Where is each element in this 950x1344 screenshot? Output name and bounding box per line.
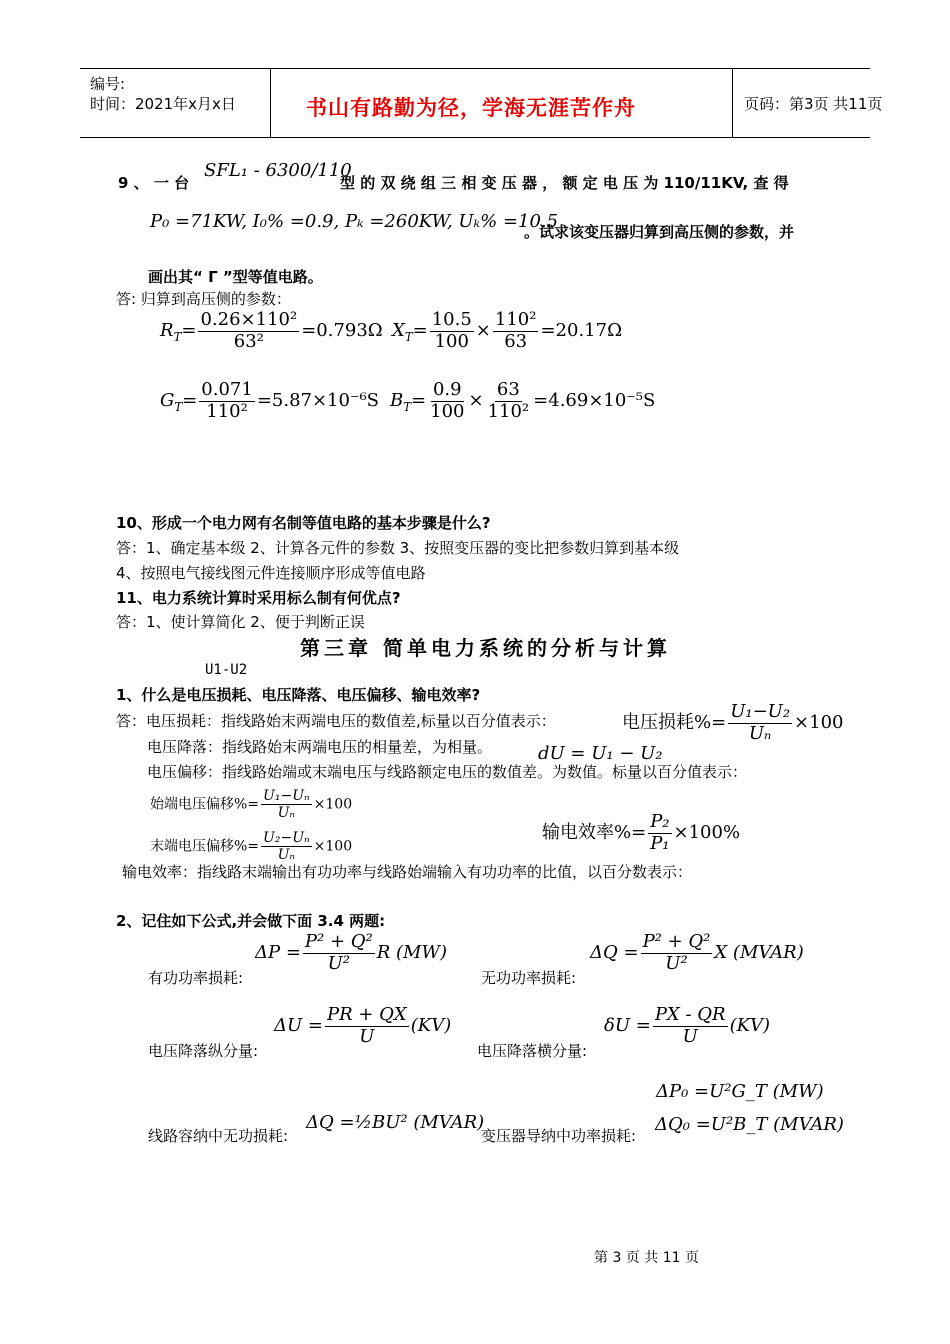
q11-question: 11、电力系统计算时采用标么制有何优点? <box>116 589 401 607</box>
ch3q1-question: 1、什么是电压损耗、电压降落、电压偏移、输电效率? <box>116 686 481 704</box>
eff-num: P₂ <box>650 811 670 832</box>
chapter-title: 第三章 简单电力系统的分析与计算 <box>300 636 671 660</box>
ch3q1-a1: 答：电压损耗：指线路始末两端电压的数值差,标量以百分值表示： <box>116 712 556 730</box>
formula-efficiency <box>542 812 740 854</box>
p-tail: R (MW) <box>376 942 448 964</box>
formula-p-loss <box>255 932 447 974</box>
formula-du <box>274 1005 451 1047</box>
dd-num: PX - QR <box>654 1004 726 1025</box>
ch3q1-a4: 输电效率：指线路末端输出有功功率与线路始端输入有功功率的比值，以百分数表示： <box>122 863 693 881</box>
loss-den: Uₙ <box>748 722 772 744</box>
xt-f1-num: 10.5 <box>431 309 472 330</box>
formula-end-offset <box>150 830 352 863</box>
bt-f2-num: 63 <box>496 379 520 400</box>
ch3q1-a3: 电压偏移：指线路始端或末端电压与线路额定电压的数值差。为数值。标量以百分值表示： <box>147 763 748 781</box>
q9-line2b: 。试求该变压器归算到高压侧的参数，并 <box>524 223 795 241</box>
eff-den: P₁ <box>650 832 670 854</box>
number-label: 编号: <box>90 75 126 93</box>
gt-num: 0.071 <box>201 379 253 400</box>
cap-label: 线路容纳中无功损耗: <box>148 1127 289 1145</box>
q9-model: SFL₁ - 6300/110 <box>204 160 352 181</box>
ch3q1-a2: 电压降落：指线路始末两端电压的相量差，为相量。 <box>147 738 493 756</box>
q10-answer2: 4、按照电气接线图元件连接顺序形成等值电路 <box>116 564 426 582</box>
q9-params: P₀ =71KW, I₀% =0.9, Pₖ =260KW, Uₖ% =10.5 <box>150 211 559 232</box>
ch3q2-question: 2、记住如下公式,并会做下面 3.4 两题: <box>116 912 386 930</box>
eff-label: 输电效率%= <box>542 822 647 844</box>
dd-lhs: δU = <box>604 1015 651 1037</box>
q-den: U² <box>665 952 688 974</box>
du-tail: (KV) <box>410 1015 452 1037</box>
time-label: 时间：2021年x月x日 <box>90 95 236 113</box>
du-label: 电压降落纵分量: <box>148 1042 259 1060</box>
du-lhs: ΔU = <box>274 1015 323 1037</box>
formula-voltage-drop: dU = U₁ − U₂ <box>538 743 663 764</box>
page-footer: 第 3 页 共 11 页 <box>594 1250 699 1266</box>
formula-xt: $X_T=$ $\frac{10.5}{100}$ × $\frac{\text{110²}}{63}$ =20.17Ω <box>392 309 623 352</box>
q10-answer1: 答：1、确定基本级 2、计算各元件的参数 3、按照变压器的变比把参数归算到基本级 <box>116 539 680 557</box>
q11-answer: 答：1、使计算简化 2、便于判断正误 <box>116 613 365 631</box>
rt-den: 63² <box>233 330 264 352</box>
loss-num: U₁−U₂ <box>730 701 791 722</box>
formula-tr: ΔQ₀ =U²B_T (MVAR) <box>655 1114 844 1135</box>
formula-p0: ΔP₀ =U²G_T (MW) <box>656 1081 824 1102</box>
formula-start-offset <box>150 788 352 821</box>
q9-line3: 画出其“ Γ ”型等值电路。 <box>148 268 323 286</box>
tr-label: 变压器导纳中功率损耗: <box>481 1127 637 1145</box>
bt-f2-den: 110² <box>487 400 530 422</box>
bt-f1-num: 0.9 <box>432 379 462 400</box>
xt-f1-den: 100 <box>434 330 469 352</box>
q9-line1b: 型 的 双 绕 组 三 相 变 压 器 ， 额 定 电 压 为 110/11KV, 查 得 <box>340 174 789 192</box>
header-left-cell <box>80 69 271 137</box>
xt-f2-num: 110² <box>494 309 537 330</box>
page-header <box>80 68 883 138</box>
start-label: 始端电压偏移%= <box>150 796 260 813</box>
motto: 书山有路勤为径，学海无涯苦作舟 <box>306 96 636 120</box>
formula-voltage-loss <box>622 702 844 744</box>
start-tail: ×100 <box>313 796 353 813</box>
p-lhs: ΔP = <box>255 942 301 964</box>
eff-tail: ×100% <box>673 822 741 844</box>
rt-num: 0.26×110² <box>200 309 298 330</box>
p-den: U² <box>327 952 351 974</box>
end-tail: ×100 <box>313 838 353 855</box>
loss-label: 电压损耗%= <box>622 712 727 734</box>
xt-result: =20.17Ω <box>540 320 623 342</box>
header-motto-cell <box>270 69 733 137</box>
formula-rt: $R_T=$ $\frac{\text{0.26×110²}}{\text{63²}}$ =0.793Ω <box>160 309 383 352</box>
dd-tail: (KV) <box>729 1015 771 1037</box>
bt-result: =4.69×10⁻⁵S <box>533 390 656 412</box>
formula-q-loss <box>590 932 804 974</box>
end-den: Uₙ <box>277 847 296 864</box>
stray-text: U1-U2 <box>205 662 248 678</box>
bt-f1-den: 100 <box>430 400 465 422</box>
end-num: U₂−Uₙ <box>263 830 310 846</box>
q-lhs: ΔQ = <box>590 942 639 964</box>
formula-cap: ΔQ =½BU² (MVAR) <box>306 1112 485 1133</box>
start-num: U₁−Uₙ <box>263 788 310 804</box>
q10-question: 10、形成一个电力网有名制等值电路的基本步骤是什么? <box>116 514 491 532</box>
loss-tail: ×100 <box>794 712 844 734</box>
gt-den: 110² <box>206 400 248 422</box>
dd-label: 电压降落横分量: <box>477 1042 588 1060</box>
formula-bt: $B_T=$ $\frac{0.9}{100}$ × $\frac{63}{\text{110²}}$ =4.69×10⁻⁵S <box>390 379 656 422</box>
gt-result: =5.87×10⁻⁶S <box>256 390 380 412</box>
page-label: 页码：第3页 共11页 <box>744 95 883 113</box>
q-num: P² + Q² <box>642 931 711 952</box>
header-right-cell <box>732 69 883 137</box>
q9-answer-intro: 答: 归算到高压侧的参数： <box>116 290 291 308</box>
q9-line1a: 9 、 一 台 <box>118 174 190 192</box>
start-den: Uₙ <box>277 805 296 822</box>
dd-den: U <box>682 1025 698 1047</box>
q-tail: X (MVAR) <box>714 942 804 964</box>
p-loss-label: 有功功率损耗: <box>148 969 244 987</box>
du-num: PR + QX <box>326 1004 407 1025</box>
end-label: 末端电压偏移%= <box>150 838 260 855</box>
du-den: U <box>359 1025 375 1047</box>
xt-f2-den: 63 <box>504 330 528 352</box>
formula-gt: $G_T=$ $\frac{0.071}{\text{110²}}$ =5.87×10⁻⁶S <box>160 379 380 422</box>
rt-result: =0.793Ω <box>301 320 383 342</box>
p-num: P² + Q² <box>304 931 373 952</box>
q-loss-label: 无功功率损耗: <box>481 969 577 987</box>
formula-dd <box>604 1005 770 1047</box>
